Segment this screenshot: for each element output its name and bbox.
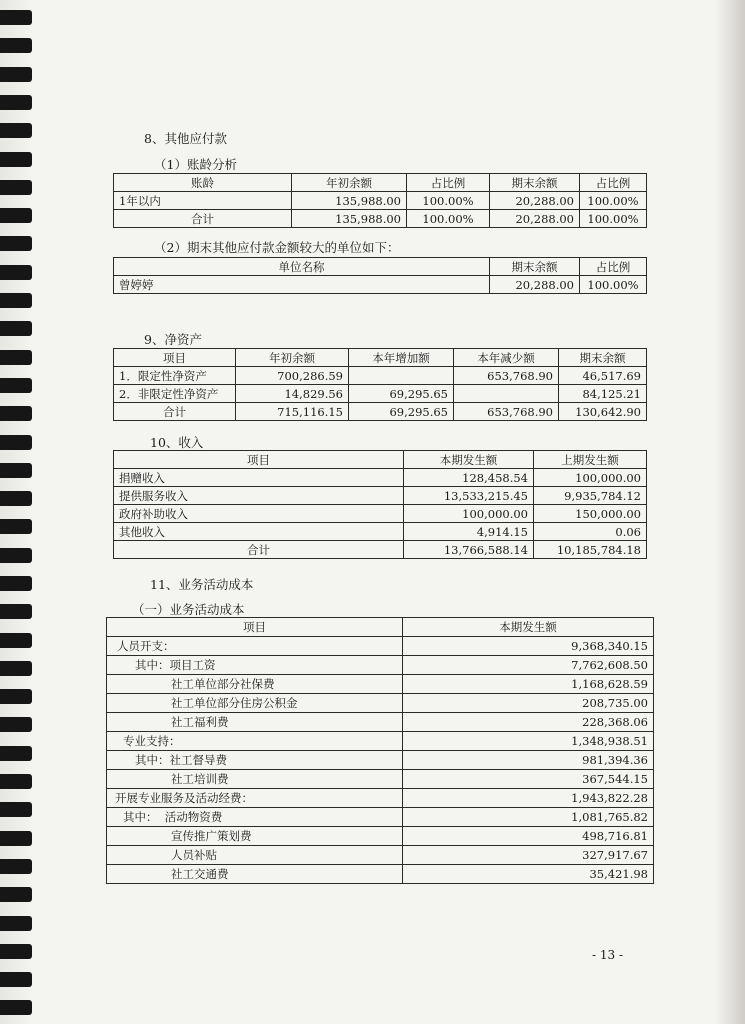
table-header-cell: 期末余额 — [559, 349, 647, 367]
table-cell: 46,517.69 — [559, 367, 647, 385]
table-cell: 208,735.00 — [403, 694, 654, 713]
table-cell: 653,768.90 — [454, 367, 559, 385]
table-cell: 社工福利费 — [107, 713, 403, 732]
table-cell: 1,348,938.51 — [403, 732, 654, 751]
table-cell: 人员补贴 — [107, 846, 403, 865]
binding-ring — [0, 746, 32, 761]
table-row — [107, 751, 654, 770]
table-cell: 社工培训费 — [107, 770, 403, 789]
table-cell: 715,116.15 — [236, 403, 349, 421]
table-cell: 135,988.00 — [292, 192, 407, 210]
table-row — [114, 505, 647, 523]
table-cell: 其中：社工督导费 — [107, 751, 403, 770]
table-header-cell: 本年减少额 — [454, 349, 559, 367]
table-header-cell: 期末余额 — [490, 258, 580, 276]
section-9-heading: 9、净资产 — [144, 332, 202, 347]
binding-ring — [0, 406, 32, 421]
table-row — [107, 789, 654, 808]
table-cell: 367,544.15 — [403, 770, 654, 789]
binding-ring — [0, 633, 32, 648]
table-row — [114, 487, 647, 505]
table-row — [114, 385, 647, 403]
table-cell: 69,295.65 — [349, 403, 454, 421]
table-header-cell: 单位名称 — [114, 258, 490, 276]
table-cell: 100.00% — [580, 210, 647, 228]
table-cell: 提供服务收入 — [114, 487, 404, 505]
binding-ring — [0, 435, 32, 450]
table-cell: 宣传推广策划费 — [107, 827, 403, 846]
table-cell: 100.00% — [407, 192, 490, 210]
section-10-heading: 10、收入 — [150, 435, 204, 450]
table-cell: 653,768.90 — [454, 403, 559, 421]
binding-ring — [0, 774, 32, 789]
binding-ring — [0, 689, 32, 704]
table-header-cell: 本年增加额 — [349, 349, 454, 367]
table-cell: 13,533,215.45 — [404, 487, 534, 505]
page-edge-shadow — [715, 0, 745, 1024]
table-row — [107, 770, 654, 789]
table-cell: 2．非限定性净资产 — [114, 385, 236, 403]
table-cell: 981,394.36 — [403, 751, 654, 770]
table-header-cell: 上期发生额 — [534, 451, 647, 469]
table-cell: 专业支持： — [107, 732, 403, 751]
table-cell: 20,288.00 — [490, 276, 580, 294]
table-cell: 曾婷婷 — [114, 276, 490, 294]
table-header-cell: 占比例 — [580, 258, 647, 276]
table-cell: 84,125.21 — [559, 385, 647, 403]
binding-ring — [0, 463, 32, 478]
table-cell: 14,829.56 — [236, 385, 349, 403]
table-cell: 9,935,784.12 — [534, 487, 647, 505]
cost-table — [106, 617, 654, 884]
table-cell — [349, 367, 454, 385]
section-8-sub-1: （1）账龄分析 — [154, 157, 237, 172]
table-total-row — [114, 210, 647, 228]
table-cell: 1．限定性净资产 — [114, 367, 236, 385]
table-cell: 捐赠收入 — [114, 469, 404, 487]
binding-ring — [0, 548, 32, 563]
table-row — [107, 846, 654, 865]
binding-ring — [0, 10, 32, 25]
table-cell: 社工交通费 — [107, 865, 403, 884]
binding-ring — [0, 180, 32, 195]
binding-ring — [0, 321, 32, 336]
table-cell: 327,917.67 — [403, 846, 654, 865]
binding-ring — [0, 802, 32, 817]
table-header-cell: 期末余额 — [490, 174, 580, 192]
table-row — [114, 523, 647, 541]
table-cell: 100.00% — [580, 276, 647, 294]
income-table — [113, 450, 647, 559]
table-header-cell: 年初余额 — [292, 174, 407, 192]
binding-ring — [0, 152, 32, 167]
binding-ring — [0, 887, 32, 902]
table-cell: 社工单位部分住房公积金 — [107, 694, 403, 713]
section-11-heading: 11、业务活动成本 — [150, 577, 254, 592]
binding-ring — [0, 859, 32, 874]
binding-ring — [0, 293, 32, 308]
table-header-row — [114, 451, 647, 469]
binding-ring — [0, 123, 32, 138]
table-cell: 150,000.00 — [534, 505, 647, 523]
table-cell: 9,368,340.15 — [403, 637, 654, 656]
table-header-cell: 项目 — [114, 349, 236, 367]
table-cell: 135,988.00 — [292, 210, 407, 228]
binding-ring — [0, 916, 32, 931]
table-cell: 10,185,784.18 — [534, 541, 647, 559]
table-cell: 69,295.65 — [349, 385, 454, 403]
table-header-row — [114, 174, 647, 192]
table-cell: 100,000.00 — [404, 505, 534, 523]
page-number: - 13 - — [592, 948, 624, 962]
table-cell: 1,081,765.82 — [403, 808, 654, 827]
table-row — [107, 675, 654, 694]
section-8-heading: 8、其他应付款 — [144, 131, 227, 146]
table-total-row — [114, 541, 647, 559]
table-cell: 100,000.00 — [534, 469, 647, 487]
table-header-cell: 本期发生额 — [403, 618, 654, 637]
table-cell: 1,168,628.59 — [403, 675, 654, 694]
payables-unit-table — [113, 257, 647, 294]
table-cell: 人员开支： — [107, 637, 403, 656]
table-header-cell: 年初余额 — [236, 349, 349, 367]
table-header-row — [114, 258, 647, 276]
binding-ring — [0, 236, 32, 251]
table-row — [107, 637, 654, 656]
table-row — [107, 732, 654, 751]
table-cell: 100.00% — [580, 192, 647, 210]
table-cell: 700,286.59 — [236, 367, 349, 385]
table-cell: 130,642.90 — [559, 403, 647, 421]
binding-ring — [0, 661, 32, 676]
table-header-cell: 占比例 — [407, 174, 490, 192]
table-cell: 20,288.00 — [490, 210, 580, 228]
table-row — [107, 713, 654, 732]
binding-ring — [0, 38, 32, 53]
net-assets-table — [113, 348, 647, 421]
binding-ring — [0, 208, 32, 223]
table-cell: 社工单位部分社保费 — [107, 675, 403, 694]
table-cell: 0.06 — [534, 523, 647, 541]
table-cell: 其他收入 — [114, 523, 404, 541]
table-cell: 合计 — [114, 403, 236, 421]
table-cell: 其中： 活动物资费 — [107, 808, 403, 827]
table-row — [107, 656, 654, 675]
binding-ring — [0, 604, 32, 619]
table-header-row — [107, 618, 654, 637]
binding-ring — [0, 519, 32, 534]
table-row — [114, 367, 647, 385]
table-row — [107, 827, 654, 846]
table-cell: 合计 — [114, 210, 292, 228]
binding-ring — [0, 1000, 32, 1015]
table-cell: 228,368.06 — [403, 713, 654, 732]
table-row — [114, 192, 647, 210]
table-header-cell: 账龄 — [114, 174, 292, 192]
binding-ring — [0, 576, 32, 591]
table-cell: 其中：项目工资 — [107, 656, 403, 675]
table-cell: 498,716.81 — [403, 827, 654, 846]
table-row — [114, 276, 647, 294]
section-8-sub-2: （2）期末其他应付款金额较大的单位如下： — [154, 240, 400, 255]
table-header-cell: 占比例 — [580, 174, 647, 192]
table-row — [107, 865, 654, 884]
table-cell: 7,762,608.50 — [403, 656, 654, 675]
table-header-row — [114, 349, 647, 367]
binding-ring — [0, 67, 32, 82]
table-row — [107, 808, 654, 827]
table-header-cell: 项目 — [107, 618, 403, 637]
table-cell: 合计 — [114, 541, 404, 559]
section-11-sub: （一）业务活动成本 — [132, 602, 245, 617]
table-cell: 13,766,588.14 — [404, 541, 534, 559]
table-cell: 1年以内 — [114, 192, 292, 210]
table-cell: 开展专业服务及活动经费： — [107, 789, 403, 808]
binding-strip — [0, 0, 34, 1024]
table-header-cell: 本期发生额 — [404, 451, 534, 469]
table-cell: 100.00% — [407, 210, 490, 228]
table-cell: 4,914.15 — [404, 523, 534, 541]
aging-table — [113, 173, 647, 228]
table-total-row — [114, 403, 647, 421]
table-cell: 政府补助收入 — [114, 505, 404, 523]
table-cell: 128,458.54 — [404, 469, 534, 487]
binding-ring — [0, 491, 32, 506]
binding-ring — [0, 378, 32, 393]
table-cell — [454, 385, 559, 403]
binding-ring — [0, 95, 32, 110]
table-cell: 1,943,822.28 — [403, 789, 654, 808]
table-cell: 35,421.98 — [403, 865, 654, 884]
table-cell: 20,288.00 — [490, 192, 580, 210]
binding-ring — [0, 350, 32, 365]
binding-ring — [0, 717, 32, 732]
binding-ring — [0, 972, 32, 987]
table-row — [114, 469, 647, 487]
binding-ring — [0, 265, 32, 280]
table-row — [107, 694, 654, 713]
binding-ring — [0, 944, 32, 959]
binding-ring — [0, 831, 32, 846]
table-header-cell: 项目 — [114, 451, 404, 469]
